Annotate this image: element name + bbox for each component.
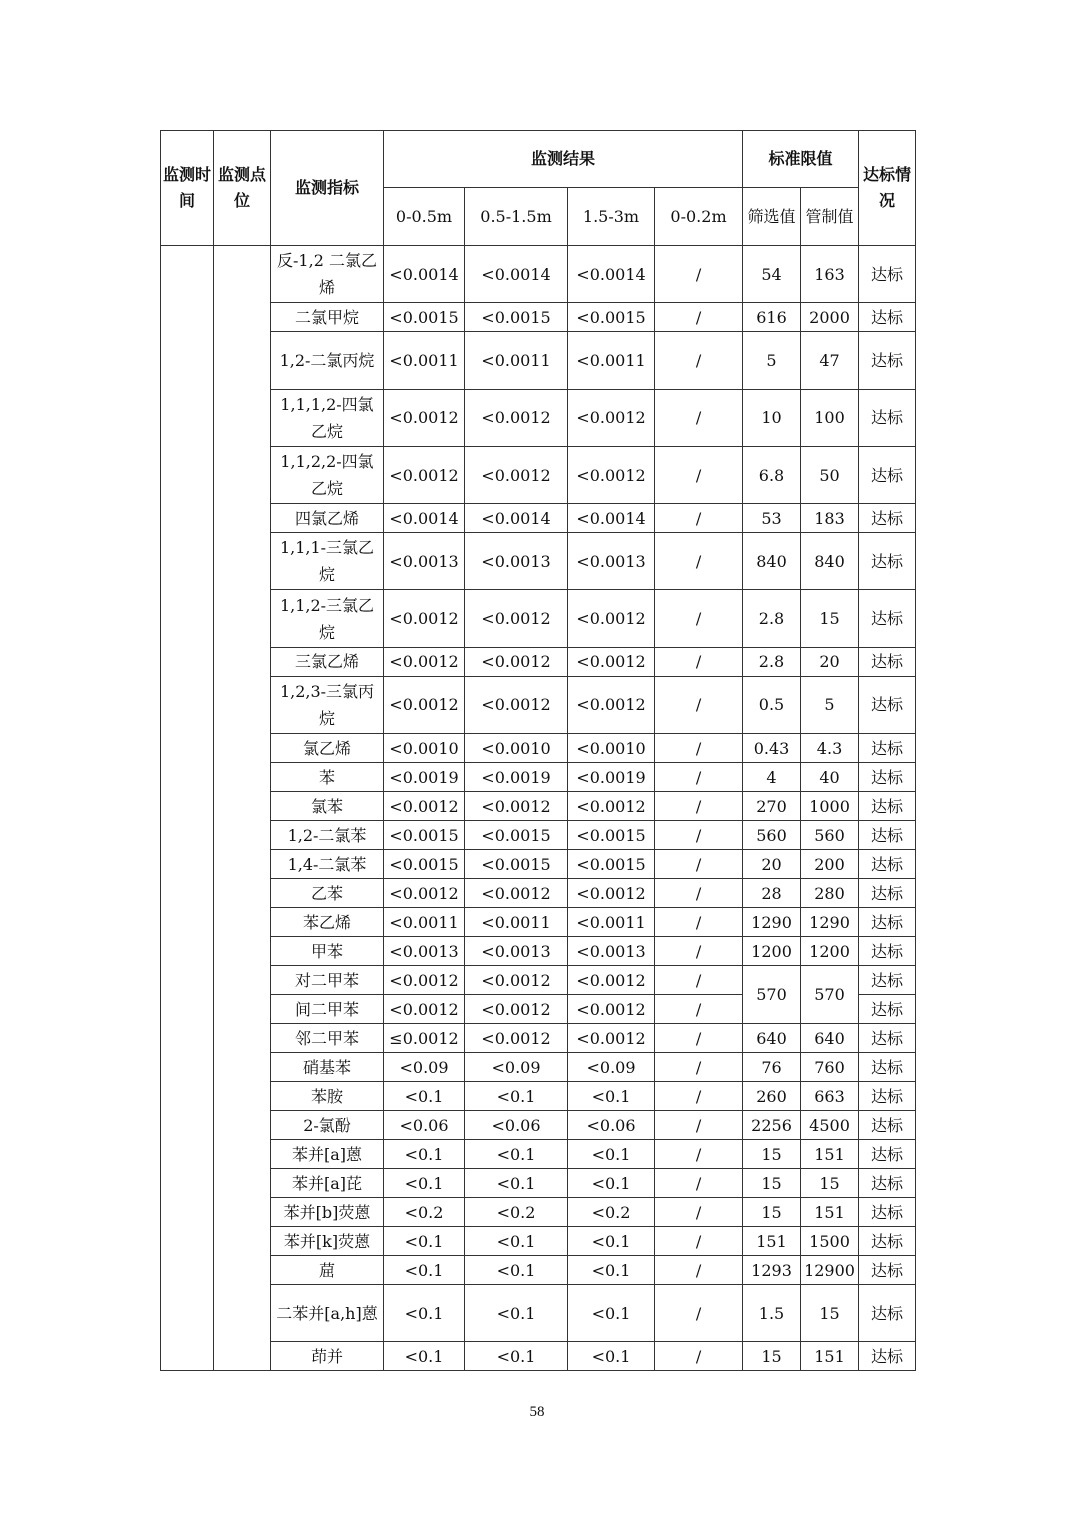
- screening-value: 616: [743, 303, 801, 332]
- depth-3-value: <0.0012: [568, 446, 655, 503]
- screening-value: 2.8: [743, 647, 801, 676]
- depth-4-value: /: [655, 1256, 743, 1285]
- indicator-name: 苯并[a]芘: [271, 1169, 384, 1198]
- depth-3-value: <0.0013: [568, 937, 655, 966]
- table-row: [161, 303, 916, 332]
- status-value: 达标: [859, 850, 916, 879]
- control-value: 5: [801, 676, 859, 733]
- depth-4-value: /: [655, 647, 743, 676]
- depth-2-value: <0.1: [465, 1285, 568, 1342]
- control-value: 47: [801, 332, 859, 389]
- depth-2-value: <0.06: [465, 1111, 568, 1140]
- screening-value: 1200: [743, 937, 801, 966]
- indicator-name: 1,2,3-三氯丙烷: [271, 676, 384, 733]
- header-depth-2: 0.5-1.5m: [465, 188, 568, 246]
- depth-1-value: <0.1: [384, 1285, 465, 1342]
- status-value: 达标: [859, 332, 916, 389]
- indicator-name: 反-1,2 二氯乙烯: [271, 246, 384, 303]
- screening-value: 1293: [743, 1256, 801, 1285]
- depth-3-value: <0.0012: [568, 995, 655, 1024]
- table-row: [161, 590, 916, 647]
- depth-1-value: <0.0010: [384, 734, 465, 763]
- depth-1-value: <0.0012: [384, 446, 465, 503]
- indicator-name: 苯并[k]荧蒽: [271, 1227, 384, 1256]
- depth-3-value: <0.0012: [568, 676, 655, 733]
- depth-2-value: <0.0012: [465, 966, 568, 995]
- control-value: 4500: [801, 1111, 859, 1140]
- screening-value: 270: [743, 792, 801, 821]
- depth-1-value: <0.0014: [384, 504, 465, 533]
- depth-2-value: <0.0015: [465, 821, 568, 850]
- control-value: 1200: [801, 937, 859, 966]
- depth-4-value: /: [655, 1024, 743, 1053]
- depth-3-value: <0.0011: [568, 908, 655, 937]
- indicator-name: 氯乙烯: [271, 734, 384, 763]
- status-value: 达标: [859, 1227, 916, 1256]
- status-value: 达标: [859, 821, 916, 850]
- depth-3-value: <0.0012: [568, 389, 655, 446]
- depth-4-value: /: [655, 389, 743, 446]
- depth-2-value: <0.1: [465, 1227, 568, 1256]
- table-row: [161, 1024, 916, 1053]
- depth-4-value: /: [655, 821, 743, 850]
- depth-4-value: /: [655, 446, 743, 503]
- header-indicator: 监测指标: [271, 131, 384, 246]
- table-row: [161, 504, 916, 533]
- depth-1-value: <0.06: [384, 1111, 465, 1140]
- control-value: 1290: [801, 908, 859, 937]
- depth-3-value: <0.0012: [568, 966, 655, 995]
- depth-3-value: <0.0015: [568, 303, 655, 332]
- table-row: [161, 446, 916, 503]
- control-value: 151: [801, 1342, 859, 1371]
- depth-4-value: /: [655, 1140, 743, 1169]
- depth-2-value: <0.0011: [465, 332, 568, 389]
- depth-3-value: <0.1: [568, 1140, 655, 1169]
- depth-4-value: /: [655, 1082, 743, 1111]
- table-row: [161, 966, 916, 995]
- control-value: 663: [801, 1082, 859, 1111]
- depth-4-value: /: [655, 1227, 743, 1256]
- screening-value: 570: [743, 966, 801, 1024]
- screening-value: 1290: [743, 908, 801, 937]
- control-value: 15: [801, 1169, 859, 1198]
- status-value: 达标: [859, 879, 916, 908]
- header-time: 监测时间: [161, 131, 214, 246]
- screening-value: 54: [743, 246, 801, 303]
- status-value: 达标: [859, 504, 916, 533]
- indicator-name: 苯乙烯: [271, 908, 384, 937]
- table-row: [161, 389, 916, 446]
- depth-3-value: <0.0014: [568, 504, 655, 533]
- depth-2-value: <0.0019: [465, 763, 568, 792]
- depth-3-value: <0.0013: [568, 533, 655, 590]
- depth-4-value: /: [655, 995, 743, 1024]
- depth-1-value: <0.0012: [384, 389, 465, 446]
- depth-1-value: <0.1: [384, 1227, 465, 1256]
- table-row: [161, 850, 916, 879]
- indicator-name: 苯并[b]荧蒽: [271, 1198, 384, 1227]
- depth-2-value: <0.0014: [465, 504, 568, 533]
- screening-value: 2.8: [743, 590, 801, 647]
- depth-1-value: <0.0015: [384, 303, 465, 332]
- screening-value: 0.5: [743, 676, 801, 733]
- control-value: 640: [801, 1024, 859, 1053]
- depth-4-value: /: [655, 590, 743, 647]
- header-limits: 标准限值: [743, 131, 859, 188]
- status-value: 达标: [859, 246, 916, 303]
- depth-3-value: <0.0012: [568, 879, 655, 908]
- depth-1-value: <0.0011: [384, 908, 465, 937]
- screening-value: 0.43: [743, 734, 801, 763]
- screening-value: 76: [743, 1053, 801, 1082]
- table-row: [161, 246, 916, 303]
- depth-4-value: /: [655, 879, 743, 908]
- header-depth-3: 1.5-3m: [568, 188, 655, 246]
- indicator-name: 乙苯: [271, 879, 384, 908]
- depth-3-value: <0.09: [568, 1053, 655, 1082]
- indicator-name: 1,1,1-三氯乙烷: [271, 533, 384, 590]
- depth-1-value: <0.0013: [384, 937, 465, 966]
- header-point: 监测点位: [214, 131, 271, 246]
- status-value: 达标: [859, 1169, 916, 1198]
- point-cell: [214, 246, 271, 1371]
- control-value: 760: [801, 1053, 859, 1082]
- depth-3-value: <0.0019: [568, 763, 655, 792]
- depth-3-value: <0.0012: [568, 792, 655, 821]
- status-value: 达标: [859, 533, 916, 590]
- indicator-name: 1,2-二氯丙烷: [271, 332, 384, 389]
- table-body: [161, 246, 916, 1371]
- status-value: 达标: [859, 1285, 916, 1342]
- depth-1-value: <0.0013: [384, 533, 465, 590]
- table-row: [161, 879, 916, 908]
- screening-value: 4: [743, 763, 801, 792]
- screening-value: 2256: [743, 1111, 801, 1140]
- control-value: 200: [801, 850, 859, 879]
- depth-4-value: /: [655, 908, 743, 937]
- depth-3-value: <0.1: [568, 1082, 655, 1111]
- depth-2-value: <0.0010: [465, 734, 568, 763]
- depth-1-value: <0.0011: [384, 332, 465, 389]
- depth-2-value: <0.0012: [465, 446, 568, 503]
- header-results: 监测结果: [384, 131, 743, 188]
- screening-value: 1.5: [743, 1285, 801, 1342]
- indicator-name: 苯胺: [271, 1082, 384, 1111]
- depth-1-value: <0.0015: [384, 821, 465, 850]
- control-value: 570: [801, 966, 859, 1024]
- control-value: 183: [801, 504, 859, 533]
- screening-value: 151: [743, 1227, 801, 1256]
- depth-2-value: <0.0012: [465, 389, 568, 446]
- depth-3-value: <0.0014: [568, 246, 655, 303]
- indicator-name: 四氯乙烯: [271, 504, 384, 533]
- control-value: 1500: [801, 1227, 859, 1256]
- table-row: [161, 1082, 916, 1111]
- control-value: 2000: [801, 303, 859, 332]
- table-row: [161, 763, 916, 792]
- table-row: [161, 792, 916, 821]
- depth-4-value: /: [655, 533, 743, 590]
- control-value: 4.3: [801, 734, 859, 763]
- status-value: 达标: [859, 792, 916, 821]
- depth-1-value: <0.2: [384, 1198, 465, 1227]
- indicator-name: 䓛: [271, 1256, 384, 1285]
- depth-1-value: <0.0012: [384, 676, 465, 733]
- status-value: 达标: [859, 446, 916, 503]
- depth-2-value: <0.0012: [465, 792, 568, 821]
- depth-4-value: /: [655, 303, 743, 332]
- depth-4-value: /: [655, 504, 743, 533]
- depth-2-value: <0.0015: [465, 303, 568, 332]
- table-row: [161, 332, 916, 389]
- depth-1-value: ≤0.0012: [384, 1024, 465, 1053]
- screening-value: 15: [743, 1198, 801, 1227]
- status-value: 达标: [859, 389, 916, 446]
- depth-2-value: <0.0015: [465, 850, 568, 879]
- depth-4-value: /: [655, 676, 743, 733]
- monitoring-results-table: [160, 130, 916, 1371]
- depth-4-value: /: [655, 332, 743, 389]
- depth-4-value: /: [655, 1342, 743, 1371]
- depth-3-value: <0.0012: [568, 647, 655, 676]
- depth-1-value: <0.1: [384, 1256, 465, 1285]
- screening-value: 10: [743, 389, 801, 446]
- screening-value: 6.8: [743, 446, 801, 503]
- status-value: 达标: [859, 937, 916, 966]
- time-cell: [161, 246, 214, 1371]
- status-value: 达标: [859, 995, 916, 1024]
- status-value: 达标: [859, 1082, 916, 1111]
- depth-2-value: <0.1: [465, 1342, 568, 1371]
- table-row: [161, 1111, 916, 1140]
- table-row: [161, 1256, 916, 1285]
- screening-value: 560: [743, 821, 801, 850]
- status-value: 达标: [859, 303, 916, 332]
- depth-4-value: /: [655, 1285, 743, 1342]
- control-value: 280: [801, 879, 859, 908]
- indicator-name: 二苯并[a,h]蒽: [271, 1285, 384, 1342]
- screening-value: 260: [743, 1082, 801, 1111]
- table-row: [161, 1285, 916, 1342]
- indicator-name: 氯苯: [271, 792, 384, 821]
- depth-4-value: /: [655, 734, 743, 763]
- depth-1-value: <0.0012: [384, 879, 465, 908]
- control-value: 12900: [801, 1256, 859, 1285]
- depth-2-value: <0.0012: [465, 1024, 568, 1053]
- depth-4-value: /: [655, 937, 743, 966]
- screening-value: 15: [743, 1342, 801, 1371]
- table-row: [161, 533, 916, 590]
- indicator-name: 三氯乙烯: [271, 647, 384, 676]
- screening-value: 28: [743, 879, 801, 908]
- depth-2-value: <0.0014: [465, 246, 568, 303]
- table-row: [161, 908, 916, 937]
- table-row: [161, 937, 916, 966]
- control-value: 151: [801, 1198, 859, 1227]
- indicator-name: 邻二甲苯: [271, 1024, 384, 1053]
- status-value: 达标: [859, 1024, 916, 1053]
- depth-2-value: <0.09: [465, 1053, 568, 1082]
- screening-value: 20: [743, 850, 801, 879]
- depth-2-value: <0.0012: [465, 879, 568, 908]
- control-value: 1000: [801, 792, 859, 821]
- depth-3-value: <0.0015: [568, 821, 655, 850]
- depth-4-value: /: [655, 966, 743, 995]
- indicator-name: 甲苯: [271, 937, 384, 966]
- depth-3-value: <0.1: [568, 1169, 655, 1198]
- depth-3-value: <0.0012: [568, 590, 655, 647]
- indicator-name: 1,4-二氯苯: [271, 850, 384, 879]
- status-value: 达标: [859, 908, 916, 937]
- depth-3-value: <0.2: [568, 1198, 655, 1227]
- indicator-name: 苯: [271, 763, 384, 792]
- control-value: 15: [801, 1285, 859, 1342]
- depth-2-value: <0.2: [465, 1198, 568, 1227]
- control-value: 50: [801, 446, 859, 503]
- screening-value: 53: [743, 504, 801, 533]
- control-value: 163: [801, 246, 859, 303]
- screening-value: 15: [743, 1169, 801, 1198]
- table-row: [161, 1227, 916, 1256]
- status-value: 达标: [859, 1342, 916, 1371]
- status-value: 达标: [859, 1053, 916, 1082]
- status-value: 达标: [859, 676, 916, 733]
- table-row: [161, 1053, 916, 1082]
- status-value: 达标: [859, 1198, 916, 1227]
- header-control: 管制值: [801, 188, 859, 246]
- depth-3-value: <0.1: [568, 1285, 655, 1342]
- depth-2-value: <0.1: [465, 1256, 568, 1285]
- depth-2-value: <0.1: [465, 1082, 568, 1111]
- depth-4-value: /: [655, 246, 743, 303]
- indicator-name: 对二甲苯: [271, 966, 384, 995]
- table-row: [161, 734, 916, 763]
- depth-4-value: /: [655, 763, 743, 792]
- table-row: [161, 1198, 916, 1227]
- indicator-name: 茚并: [271, 1342, 384, 1371]
- depth-1-value: <0.0015: [384, 850, 465, 879]
- header-depth-4: 0-0.2m: [655, 188, 743, 246]
- screening-value: 840: [743, 533, 801, 590]
- indicator-name: 二氯甲烷: [271, 303, 384, 332]
- depth-2-value: <0.0012: [465, 590, 568, 647]
- control-value: 840: [801, 533, 859, 590]
- depth-1-value: <0.0012: [384, 590, 465, 647]
- depth-4-value: /: [655, 1198, 743, 1227]
- control-value: 15: [801, 590, 859, 647]
- depth-2-value: <0.0012: [465, 676, 568, 733]
- depth-1-value: <0.0019: [384, 763, 465, 792]
- indicator-name: 硝基苯: [271, 1053, 384, 1082]
- table-row: [161, 647, 916, 676]
- depth-4-value: /: [655, 792, 743, 821]
- control-value: 560: [801, 821, 859, 850]
- status-value: 达标: [859, 1140, 916, 1169]
- depth-2-value: <0.1: [465, 1140, 568, 1169]
- control-value: 151: [801, 1140, 859, 1169]
- indicator-name: 间二甲苯: [271, 995, 384, 1024]
- depth-1-value: <0.0012: [384, 995, 465, 1024]
- indicator-name: 苯并[a]蒽: [271, 1140, 384, 1169]
- control-value: 100: [801, 389, 859, 446]
- depth-3-value: <0.0012: [568, 1024, 655, 1053]
- depth-4-value: /: [655, 1111, 743, 1140]
- depth-3-value: <0.1: [568, 1227, 655, 1256]
- header-status: 达标情况: [859, 131, 916, 246]
- screening-value: 15: [743, 1140, 801, 1169]
- status-value: 达标: [859, 590, 916, 647]
- depth-2-value: <0.0012: [465, 647, 568, 676]
- depth-1-value: <0.1: [384, 1082, 465, 1111]
- page-number: 58: [529, 1404, 545, 1420]
- depth-4-value: /: [655, 1169, 743, 1198]
- depth-2-value: <0.0011: [465, 908, 568, 937]
- depth-3-value: <0.0010: [568, 734, 655, 763]
- table-row: [161, 1140, 916, 1169]
- header-screening: 筛选值: [743, 188, 801, 246]
- status-value: 达标: [859, 966, 916, 995]
- control-value: 40: [801, 763, 859, 792]
- indicator-name: 1,1,2,2-四氯乙烷: [271, 446, 384, 503]
- status-value: 达标: [859, 1256, 916, 1285]
- status-value: 达标: [859, 1111, 916, 1140]
- header-depth-1: 0-0.5m: [384, 188, 465, 246]
- table-row: [161, 1342, 916, 1371]
- depth-2-value: <0.0013: [465, 533, 568, 590]
- table-row: [161, 676, 916, 733]
- depth-3-value: <0.0015: [568, 850, 655, 879]
- depth-1-value: <0.1: [384, 1342, 465, 1371]
- screening-value: 5: [743, 332, 801, 389]
- table-row: [161, 821, 916, 850]
- indicator-name: 1,1,1,2-四氯乙烷: [271, 389, 384, 446]
- depth-2-value: <0.0013: [465, 937, 568, 966]
- depth-4-value: /: [655, 850, 743, 879]
- depth-1-value: <0.0014: [384, 246, 465, 303]
- depth-1-value: <0.0012: [384, 966, 465, 995]
- depth-1-value: <0.09: [384, 1053, 465, 1082]
- indicator-name: 1,2-二氯苯: [271, 821, 384, 850]
- depth-1-value: <0.1: [384, 1169, 465, 1198]
- screening-value: 640: [743, 1024, 801, 1053]
- depth-3-value: <0.1: [568, 1256, 655, 1285]
- status-value: 达标: [859, 734, 916, 763]
- depth-2-value: <0.1: [465, 1169, 568, 1198]
- depth-3-value: <0.06: [568, 1111, 655, 1140]
- depth-2-value: <0.0012: [465, 995, 568, 1024]
- status-value: 达标: [859, 763, 916, 792]
- status-value: 达标: [859, 647, 916, 676]
- depth-4-value: /: [655, 1053, 743, 1082]
- indicator-name: 2-氯酚: [271, 1111, 384, 1140]
- indicator-name: 1,1,2-三氯乙烷: [271, 590, 384, 647]
- depth-1-value: <0.1: [384, 1140, 465, 1169]
- table-row: [161, 1169, 916, 1198]
- control-value: 20: [801, 647, 859, 676]
- depth-3-value: <0.0011: [568, 332, 655, 389]
- depth-3-value: <0.1: [568, 1342, 655, 1371]
- depth-1-value: <0.0012: [384, 647, 465, 676]
- depth-1-value: <0.0012: [384, 792, 465, 821]
